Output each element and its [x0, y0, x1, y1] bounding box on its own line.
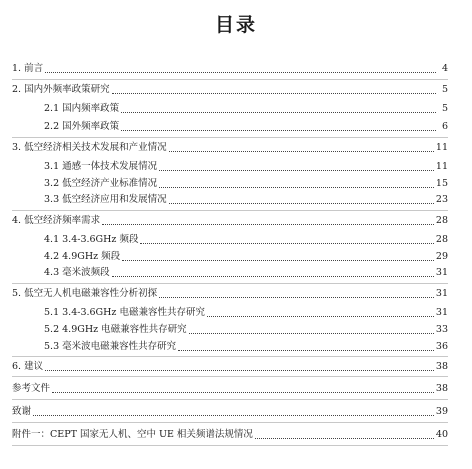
toc-entry-4[interactable] — [12, 213, 448, 229]
toc-entry-page: 29 — [435, 251, 448, 262]
toc-entry-label: 3.2 低空经济产业标准情况 — [44, 178, 158, 189]
toc-entry-label: 6. 建议 — [12, 361, 44, 372]
dot-leader — [45, 71, 436, 73]
toc-entry-page: 39 — [435, 406, 448, 417]
toc-entry-page: 6 — [441, 121, 448, 132]
toc-entry-3-3[interactable] — [44, 192, 448, 208]
divider — [12, 356, 448, 357]
dot-leader — [121, 111, 436, 113]
toc-entry-page: 33 — [435, 324, 448, 335]
toc-entry-page: 38 — [435, 383, 448, 394]
toc-entry-page: 31 — [435, 267, 448, 278]
toc-entry-4-3[interactable] — [44, 265, 448, 281]
toc-entry-page: 38 — [435, 361, 448, 372]
toc-entry-5-3[interactable] — [44, 339, 448, 355]
toc-entry-label: 3. 低空经济相关技术发展和产业情况 — [12, 142, 167, 153]
toc-entry-page: 28 — [435, 215, 448, 226]
dot-leader — [33, 414, 434, 416]
dot-leader — [112, 92, 436, 94]
toc-entry-5[interactable] — [12, 286, 448, 302]
toc-entry-4-1[interactable] — [44, 232, 448, 248]
toc-entry-label: 5.2 4.9GHz 电磁兼容性共存研究 — [44, 324, 187, 335]
dot-leader — [45, 369, 434, 371]
toc-entry-page: 4 — [441, 63, 448, 74]
toc-entry-2-2[interactable] — [44, 119, 448, 135]
toc-entry-page: 40 — [435, 429, 448, 440]
divider — [12, 376, 448, 377]
toc-entry-label: 5. 低空无人机电磁兼容性分析初探 — [12, 288, 158, 299]
toc-entry-2[interactable] — [12, 82, 448, 98]
toc-entry-page: 28 — [435, 234, 448, 245]
toc-entry-label: 参考文件 — [12, 383, 51, 394]
toc-entry-1[interactable] — [12, 61, 448, 77]
dot-leader — [122, 259, 434, 261]
toc-entry-page: 5 — [441, 84, 448, 95]
toc-entry-5-1[interactable] — [44, 305, 448, 321]
toc-entry-label: 2. 国内外频率政策研究 — [12, 84, 110, 95]
toc-entry-label: 4.3 毫米波频段 — [44, 267, 110, 278]
toc-entry-6[interactable] — [12, 359, 448, 375]
toc-entry-label: 5.1 3.4-3.6GHz 电磁兼容性共存研究 — [44, 307, 205, 318]
dot-leader — [102, 223, 434, 225]
toc-entry-label: 3.3 低空经济应用和发展情况 — [44, 194, 167, 205]
toc-entry-label: 4.2 4.9GHz 频段 — [44, 251, 121, 262]
dot-leader — [189, 332, 434, 334]
dot-leader — [207, 315, 434, 317]
dot-leader — [178, 349, 434, 351]
toc-entry-5-2[interactable] — [44, 322, 448, 338]
toc-entry-page: 23 — [435, 194, 448, 205]
divider — [12, 445, 448, 446]
toc-entry-page: 11 — [435, 161, 448, 172]
toc-entry-page: 31 — [435, 307, 448, 318]
divider — [12, 422, 448, 423]
toc-entry-references[interactable] — [12, 381, 448, 397]
toc-entry-label: 5.3 毫米波电磁兼容性共存研究 — [44, 341, 177, 352]
divider — [12, 399, 448, 400]
toc-entry-label: 2.2 国外频率政策 — [44, 121, 120, 132]
divider — [12, 283, 448, 284]
dot-leader — [169, 150, 434, 152]
dot-leader — [140, 242, 433, 244]
dot-leader — [112, 275, 434, 277]
toc-entry-label: 1. 前言 — [12, 63, 44, 74]
toc-entry-label: 4.1 3.4-3.6GHz 频段 — [44, 234, 139, 245]
toc-entry-3[interactable] — [12, 140, 448, 156]
toc-entry-label: 附件一：CEPT 国家无人机、空中 UE 相关频谱法规情况 — [12, 429, 253, 440]
toc-entry-label: 3.1 通感一体技术发展情况 — [44, 161, 158, 172]
toc-entry-4-2[interactable] — [44, 249, 448, 265]
dot-leader — [255, 437, 434, 439]
dot-leader — [169, 202, 434, 204]
dot-leader — [52, 391, 434, 393]
dot-leader — [159, 186, 434, 188]
toc-entry-label: 2.1 国内频率政策 — [44, 103, 120, 114]
toc-entry-page: 5 — [441, 103, 448, 114]
dot-leader — [159, 296, 434, 298]
toc-entry-2-1[interactable] — [44, 101, 448, 117]
toc-entry-page: 31 — [435, 288, 448, 299]
page-title: 目录 — [214, 14, 257, 36]
toc-entry-page: 15 — [435, 178, 448, 189]
toc-entry-page: 11 — [435, 142, 448, 153]
dot-leader — [121, 129, 436, 131]
divider — [12, 79, 448, 80]
toc-entry-3-2[interactable] — [44, 176, 448, 192]
divider — [12, 210, 448, 211]
toc-entry-page: 36 — [435, 341, 448, 352]
toc-entry-3-1[interactable] — [44, 159, 448, 175]
toc-entry-acknowledgements[interactable] — [12, 404, 448, 420]
toc-entry-appendix-1[interactable] — [12, 427, 448, 443]
dot-leader — [159, 169, 434, 171]
toc-entry-label: 4. 低空经济频率需求 — [12, 215, 101, 226]
toc-entry-label: 致谢 — [12, 406, 32, 417]
divider — [12, 137, 448, 138]
